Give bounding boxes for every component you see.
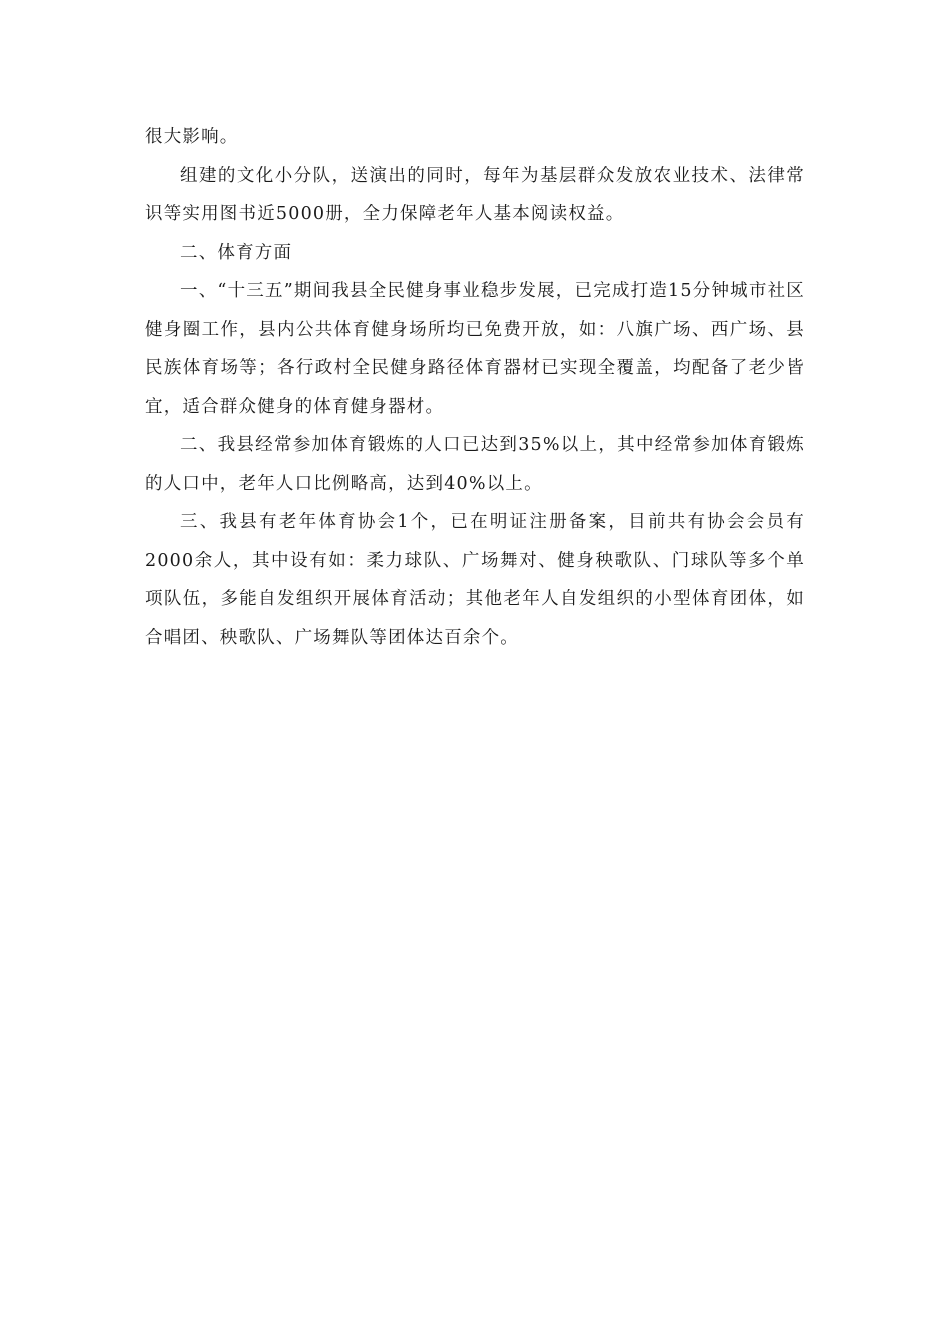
paragraph-exercise-population: 二、我县经常参加体育锻炼的人口已达到35%以上，其中经常参加体育锻炼的人口中，老年人口比例略高，达到40%以上。	[145, 435, 805, 494]
paragraph-continuation: 很大影响。	[145, 127, 239, 147]
section-heading-sports: 二、体育方面	[180, 242, 293, 263]
document-page	[145, 118, 805, 657]
paragraph-elderly-sports-association: 三、我县有老年体育协会1个，已在明证注册备案，目前共有协会会员有2000余人，其中设有如：柔力球队、广场舞对、健身秧歌队、门球队等多个单项队伍，多能自发组织开展体育活动；其他老年人自发组织的小型体育团体，如合唱团、秧歌队、广场舞队等团体达百余个。	[145, 512, 805, 648]
paragraph-culture-team: 组建的文化小分队，送演出的同时，每年为基层群众发放农业技术、法律常识等实用图书近5000册，全力保障老年人基本阅读权益。	[145, 165, 805, 224]
paragraph-fitness-development: 一、“十三五”期间我县全民健身事业稳步发展，已完成打造15分钟城市社区健身圈工作，县内公共体育健身场所均已免费开放，如：八旗广场、西广场、县民族体育场等；各行政村全民健身路径体育器材已实现全覆盖，均配备了老少皆宜，适合群众健身的体育健身器材。	[145, 281, 805, 417]
